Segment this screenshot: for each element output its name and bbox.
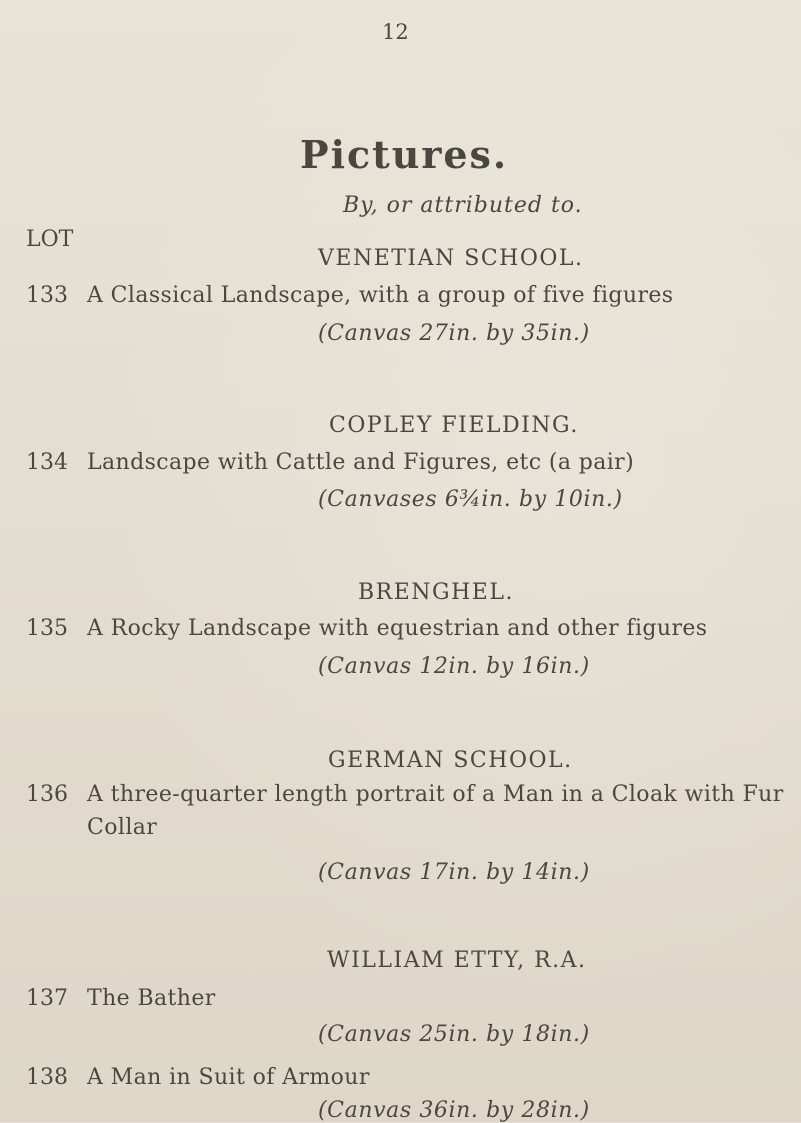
lot-title: A Man in Suit of Armour xyxy=(87,1065,370,1090)
lot-number: 137 xyxy=(26,986,68,1011)
lot-number: 133 xyxy=(26,283,68,308)
lot-artist: GERMAN SCHOOL. xyxy=(328,748,573,773)
lot-artist: WILLIAM ETTY, R.A. xyxy=(327,948,587,973)
section-subtitle: By, or attributed to. xyxy=(343,193,583,218)
lot-dimensions: (Canvas 27in. by 35in.) xyxy=(318,321,590,346)
lot-dimensions: (Canvas 36in. by 28in.) xyxy=(318,1098,590,1123)
lot-artist: VENETIAN SCHOOL. xyxy=(318,246,584,271)
lot-title: The Bather xyxy=(87,986,216,1011)
lot-dimensions: (Canvas 25in. by 18in.) xyxy=(318,1022,590,1047)
page-number: 12 xyxy=(382,20,409,44)
lot-artist: BRENGHEL. xyxy=(358,580,514,605)
lot-number: 136 xyxy=(26,782,68,807)
lot-number: 138 xyxy=(26,1065,68,1090)
lot-number: 135 xyxy=(26,616,68,641)
lot-artist: COPLEY FIELDING. xyxy=(329,413,579,438)
lot-title: Landscape with Cattle and Figures, etc (a pair) xyxy=(87,450,635,475)
lot-title: A Rocky Landscape with equestrian and other figures xyxy=(87,616,708,641)
lot-dimensions: (Canvas 17in. by 14in.) xyxy=(318,860,590,885)
lot-title: A three-quarter length portrait of a Man in a Cloak with Fur xyxy=(87,782,784,807)
lot-dimensions: (Canvas 12in. by 16in.) xyxy=(318,654,590,679)
section-title: Pictures. xyxy=(300,132,509,177)
lot-number: 134 xyxy=(26,450,68,475)
lot-column-heading: LOT xyxy=(26,227,74,252)
lot-dimensions: (Canvases 6¾in. by 10in.) xyxy=(318,487,623,512)
lot-title: A Classical Landscape, with a group of five figures xyxy=(87,283,674,308)
lot-title-continued: Collar xyxy=(87,815,158,840)
